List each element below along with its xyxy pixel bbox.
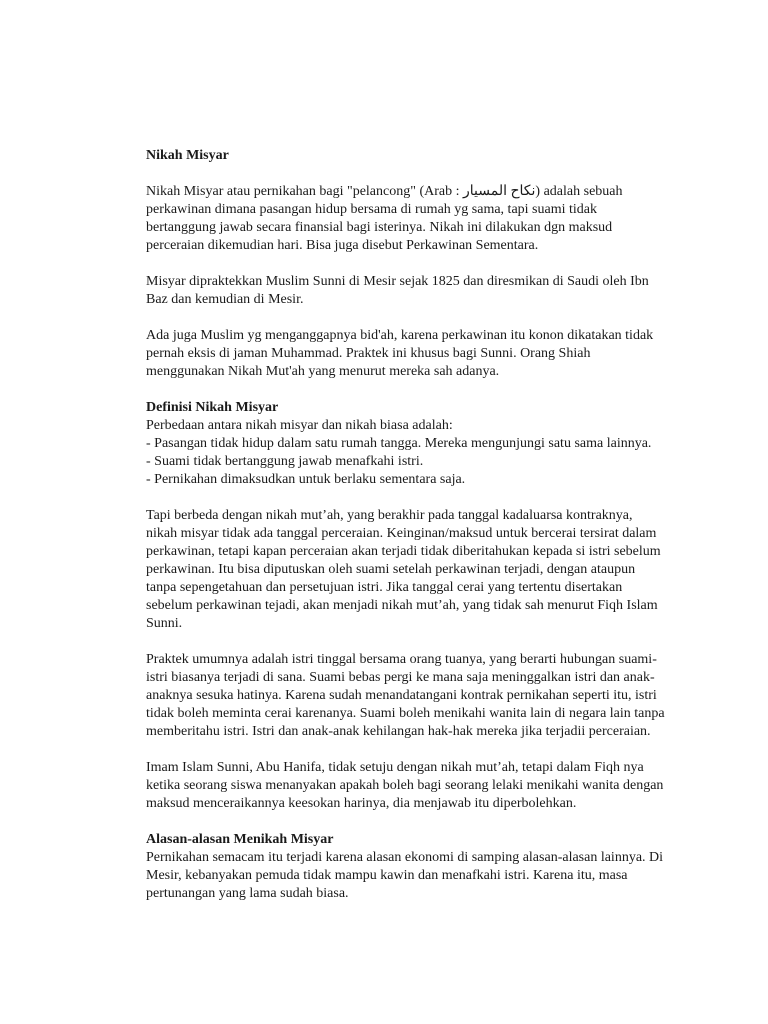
intro-paragraph bbox=[146, 183, 666, 255]
paragraph-bidah: Ada juga Muslim yg menganggapnya bid'ah, karena perkawinan itu konon dikatakan tidak pernah eksis di jaman Muhammad. Praktek ini khusus bagi Sunni. Orang Shiah menggunakan Nikah Mut'ah yang menurut mereka sah adanya. bbox=[146, 328, 654, 379]
definisi-intro: Perbedaan antara nikah misyar dan nikah biasa adalah: bbox=[146, 418, 453, 433]
intro-text-after: ) adalah sebuah perkawinan dimana pasangan hidup bersama di rumah yg sama, tapi suami tidak bertanggung jawab secara finansial bagi isterinya. Nikah ini dilakukan dgn maksud perceraian dikemudian hari. Bisa juga disebut Perkawinan Sementara. bbox=[146, 184, 623, 253]
heading-definisi: Definisi Nikah Misyar bbox=[146, 400, 279, 415]
intro-text-before: Nikah Misyar atau pernikahan bagi "pelancong" (Arab : bbox=[146, 184, 463, 199]
arabic-term: نكاح المسيار bbox=[463, 184, 536, 199]
definisi-list bbox=[146, 435, 666, 489]
paragraph-history: Misyar dipraktekkan Muslim Sunni di Mesir sejak 1825 dan diresmikan di Saudi oleh Ibn Baz dan kemudian di Mesir. bbox=[146, 274, 649, 307]
heading-alasan: Alasan-alasan Menikah Misyar bbox=[146, 832, 334, 847]
paragraph-abu-hanifa: Imam Islam Sunni, Abu Hanifa, tidak setuju dengan nikah mut’ah, tetapi dalam Fiqh nya ketika seorang siswa menanyakan apakah boleh bagi seorang lelaki menikahi wanita dengan maksud menceraikannya keesokan harinya, dia menjawab itu diperbolehkan. bbox=[146, 760, 664, 811]
paragraph-practice: Praktek umumnya adalah istri tinggal bersama orang tuanya, yang berarti hubungan suami-istri biasanya terjadi di sana. Suami bebas pergi ke mana saja meninggalkan istri dan anak-anaknya sesuka hatinya. Karena sudah menandatangani kontrak pernikahan seperti itu, istri tidak boleh meminta cerai karenanya. Suami boleh menikahi wanita lain di negara lain tanpa memberitahu istri. Istri dan anak-anak kehilangan hak-hak mereka jika terjadii perceraian. bbox=[146, 652, 665, 739]
list-item: - Pernikahan dimaksudkan untuk berlaku sementara saja. bbox=[146, 472, 466, 487]
document-page bbox=[146, 147, 666, 903]
alasan-body: Pernikahan semacam itu terjadi karena alasan ekonomi di samping alasan-alasan lainnya. Di Mesir, kebanyakan pemuda tidak mampu kawin dan menafkahi istri. Karena itu, masa pertunangan yang lama sudah biasa. bbox=[146, 850, 664, 901]
paragraph-mutah-comparison: Tapi berbeda dengan nikah mut’ah, yang berakhir pada tanggal kadaluarsa kontraknya, nikah misyar tidak ada tanggal perceraian. Keinginan/maksud untuk bercerai tersirat dalam perkawinan, tetapi kapan perceraian akan terjadi tidak diberitahukan kepada si istri sebelum perkawinan. Itu bisa diputuskan oleh suami setelah perkawinan terjadi, dengan ataupun tanpa sepengetahuan dan persetujuan istri. Jika tanggal cerai yang tertentu disertakan sebelum perkawinan tejadi, akan menjadi nikah mut’ah, yang tidak sah menurut Fiqh Islam Sunni. bbox=[146, 508, 661, 631]
list-item: - Suami tidak bertanggung jawab menafkahi istri. bbox=[146, 454, 424, 469]
document-title: Nikah Misyar bbox=[146, 148, 229, 163]
list-item: - Pasangan tidak hidup dalam satu rumah tangga. Mereka mengunjungi satu sama lainnya. bbox=[146, 436, 652, 451]
